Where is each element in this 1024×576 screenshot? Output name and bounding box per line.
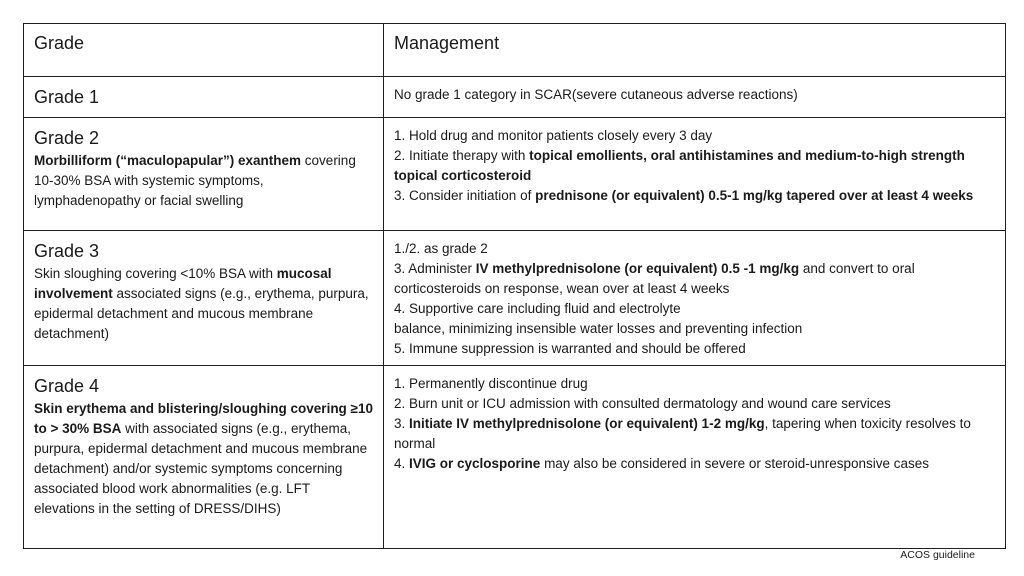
grade-4-title: Grade 4 [34, 376, 100, 396]
grade-3-description: Skin sloughing covering <10% BSA with mucosal involvement associated signs (e.g., erythema, purpura, epidermal detachment and mucous membrane detachment) [34, 266, 369, 341]
table-row-grade-4 [24, 366, 1006, 549]
grade-1-title: Grade 1 [34, 87, 100, 107]
table-row-grade-1 [24, 77, 1006, 118]
grade-2-description: Morbilliform (“maculopapular”) exanthem covering 10-30% BSA with systemic symptoms, lymphadenopathy or facial swelling [34, 153, 356, 208]
grade-4-management-cell [384, 366, 1006, 549]
grade-4-management-text: 1. Permanently discontinue drug 2. Burn unit or ICU admission with consulted dermatology and wound care services 3. Initiate IV methylprednisolone (or equivalent) 1-2 mg/kg, tapering when toxicity resolves to normal 4. IVIG or cyclosporine may also be considered in severe or steroid-unresponsive cases [394, 376, 971, 471]
grade-1-management-text: No grade 1 category in SCAR(severe cutaneous adverse reactions) [394, 87, 798, 102]
grade-3-management-cell [384, 231, 1006, 366]
management-column-header: Management [384, 24, 1006, 77]
grade-1-management-cell [384, 77, 1006, 118]
grade-1-cell [24, 77, 384, 118]
grade-4-cell [24, 366, 384, 549]
table-row-grade-2 [24, 118, 1006, 231]
table-header-row [24, 24, 1006, 77]
table-row-grade-3 [24, 231, 1006, 366]
grade-2-title: Grade 2 [34, 128, 100, 148]
grade-4-description: Skin erythema and blistering/sloughing covering ≥10 to > 30% BSA with associated signs (e.g., erythema, purpura, epidermal detachment and mucous membrane detachment) and/or systemic symptoms concerning associated blood work abnormalities (e.g. LFT elevations in the setting of DRESS/DIHS) [34, 401, 373, 516]
grade-2-cell [24, 118, 384, 231]
source-caption: ACOS guideline [900, 549, 975, 561]
grade-3-title: Grade 3 [34, 241, 100, 261]
grade-2-management-text: 1. Hold drug and monitor patients closely every 3 day 2. Initiate therapy with topical emollients, oral antihistamines and medium-to-high strength topical corticosteroid 3. Consider initiation of prednisone (or equivalent) 0.5-1 mg/kg tapered over at least 4 weeks [394, 128, 974, 203]
grade-3-cell [24, 231, 384, 366]
scar-grading-management-table [23, 23, 1006, 549]
grade-2-management-cell [384, 118, 1006, 231]
grade-column-header: Grade [24, 24, 384, 77]
grade-3-management-text: 1./2. as grade 2 3. Administer IV methylprednisolone (or equivalent) 0.5 -1 mg/kg and convert to oral corticosteroids on response, wean over at least 4 weeks 4. Supportive care including fluid and electrolyte balance, minimizing insensible water losses and preventing infection 5. Immune suppression is warranted and should be offered [394, 241, 915, 356]
